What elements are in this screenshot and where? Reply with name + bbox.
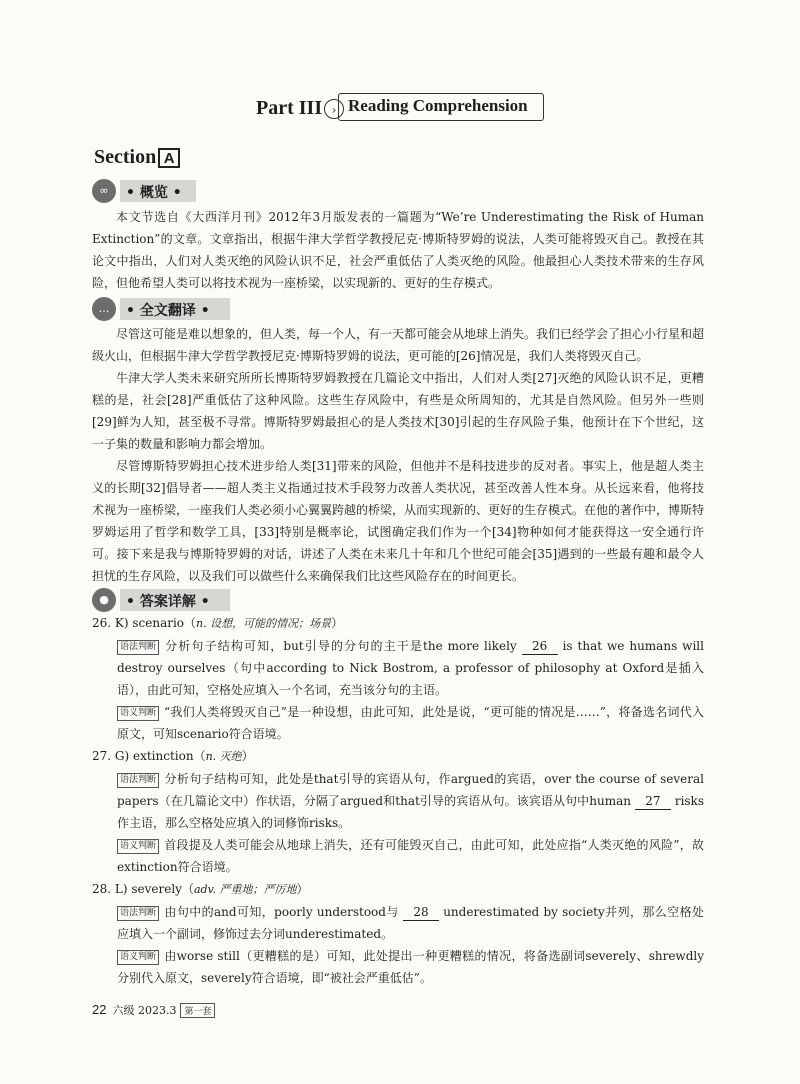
overview-title: • 概览 • bbox=[126, 185, 182, 201]
grammar-tag: 语法判断 bbox=[117, 906, 159, 921]
part-label: Part III bbox=[256, 97, 323, 119]
page-number: 22 bbox=[92, 1002, 107, 1017]
grammar-tag: 语法判断 bbox=[117, 773, 159, 788]
answer-item bbox=[92, 878, 704, 989]
page-footer bbox=[92, 1002, 215, 1018]
translation-paragraph: 尽管博斯特罗姆担心技术进步给人类[31]带来的风险，但他并不是科技进步的反对者。事实上，他是超人类主义的长期[32]倡导者——超人类主义指通过技术手段努力改善人类状况，甚至改善人性本身。从长远来看，他将技术视为一座桥梁，一座我们人类必须小心翼翼跨越的桥梁，从而实现新的、更好的生存模式。在他的著作中，博斯特罗姆运用了哲学和数学工具，[33]特别是概率论，试图确定我们作为一个[34]物种如何才能获得这一安全通行许可。接下来是我与博斯特罗姆的对话，讲述了人类在未来几十年和几个世纪可能会[35]遇到的一些最有趣和最令人担忧的生存风险，以及我们可以做些什么来确保我们比这些风险存在的时间更长。 bbox=[92, 459, 705, 583]
chevron-right-icon: › bbox=[324, 99, 344, 119]
meaning-analysis: 语义判断 “我们人类将毁灭自己”是一种设想，由此可知，此处是说，“更可能的情况是……”，将备选名词代入原文，可知scenario符合语境。 bbox=[117, 705, 704, 741]
answer-title: 26. K) scenario（n. 设想，可能的情况；场景） bbox=[92, 616, 344, 630]
grammar-analysis: 语法判断 分析句子结构可知，此处是that引导的宾语从句，作argued的宾语，over the course of several papers（在几篇论文中）作状语，分隔了argued和that引导的宾语从句。该宾语从句中human 27 risks作主语，那么空格处应填入的词修饰risks。 bbox=[117, 772, 704, 830]
answer-blank: 27 bbox=[635, 794, 671, 810]
answer-item bbox=[92, 745, 704, 878]
speech-bubble-icon: … bbox=[92, 297, 116, 321]
section-word: Section bbox=[94, 146, 157, 168]
answer-gloss: adv. 严重地；严厉地 bbox=[193, 883, 297, 896]
grammar-analysis: 语法判断 由句中的and可知，poorly understood与 28 underestimated by society并列，那么空格处应填入一个副词，修饰过去分词underestimated。 bbox=[117, 905, 704, 941]
answer-list bbox=[92, 612, 704, 989]
answer-item bbox=[92, 612, 704, 745]
translation-title: • 全文翻译 • bbox=[126, 303, 210, 319]
section-heading bbox=[94, 146, 180, 176]
answer-blank: 28 bbox=[403, 905, 439, 921]
translation-paragraph: 尽管这可能是难以想象的，但人类，每一个人，有一天都可能会从地球上消失。我们已经学会了担心小行星和超级火山，但根据牛津大学哲学教授尼克·博斯特罗姆的说法，更可能的[26]情况是，我们人类将毁灭自己。 bbox=[92, 327, 705, 363]
meaning-analysis: 语义判断 由worse still（更糟糕的是）可知，此处提出一种更糟糕的情况，将备选副词severely、shrewdly分别代入原文，severely符合语境，即“被社会严重低估”。 bbox=[117, 949, 704, 985]
translation-text bbox=[92, 323, 704, 587]
meaning-tag: 语义判断 bbox=[117, 706, 159, 721]
part-title: Reading Comprehension bbox=[348, 96, 528, 115]
grammar-analysis: 语法判断 分析句子结构可知，but引导的分句的主干是the more likely 26 is that we humans will destroy ourselves（句中according to Nick Bostrom, a professor of philosophy at Oxford是插入语），由此可知，空格处应填入一个名词，充当该分句的主语。 bbox=[117, 639, 704, 697]
part-header bbox=[0, 93, 800, 125]
meaning-tag: 语义判断 bbox=[117, 950, 159, 965]
translation-paragraph: 牛津大学人类未来研究所所长博斯特罗姆教授在几篇论文中指出，人们对人类[27]灭绝的风险认识不足，更糟糕的是，社会[28]严重低估了这种风险。这些生存风险中，有些是众所周知的，尤其是自然风险。但另外一些则[29]鲜为人知，甚至极不寻常。博斯特罗姆最担心的是人类技术[30]引起的生存风险子集，他预计在下个世纪，这一子集的数量和影响力都会增加。 bbox=[92, 371, 704, 451]
section-letter: A bbox=[158, 148, 180, 168]
meaning-tag: 语义判断 bbox=[117, 839, 159, 854]
meaning-analysis: 语义判断 首段提及人类可能会从地球上消失，还有可能毁灭自己，由此可知，此处应指“人类灭绝的风险”，故extinction符合语境。 bbox=[117, 838, 704, 874]
infinity-icon: ∞ bbox=[92, 179, 116, 203]
overview-paragraph: 本文节选自《大西洋月刊》2012年3月版发表的一篇题为“We’re Underestimating the Risk of Human Extinction”的文章。文章指出，根据牛津大学哲学教授尼克·博斯特罗姆的说法，人类可能将毁灭自己。教授在其论文中指出，人们对人类灭绝的风险认识不足，社会严重低估了人类灭绝的风险。他最担心人类技术带来的生存风险，但他希望人类可以将技术视为一座桥梁，以实现新的、更好的生存模式。 bbox=[92, 210, 704, 290]
test-badge: 第一套 bbox=[180, 1003, 215, 1018]
answers-title: • 答案详解 • bbox=[126, 594, 210, 610]
lightbulb-icon: ● bbox=[92, 588, 116, 612]
grammar-tag: 语法判断 bbox=[117, 640, 159, 655]
answer-gloss: n. 灭绝 bbox=[205, 750, 242, 763]
issue-label: 六级 2023.3 bbox=[112, 1004, 177, 1017]
answer-title: 27. G) extinction（n. 灭绝） bbox=[92, 749, 254, 763]
answer-gloss: n. 设想，可能的情况；场景 bbox=[196, 617, 332, 630]
overview-text bbox=[92, 206, 704, 294]
answer-blank: 26 bbox=[522, 639, 558, 655]
answer-title: 28. L) severely（adv. 严重地；严厉地） bbox=[92, 882, 309, 896]
